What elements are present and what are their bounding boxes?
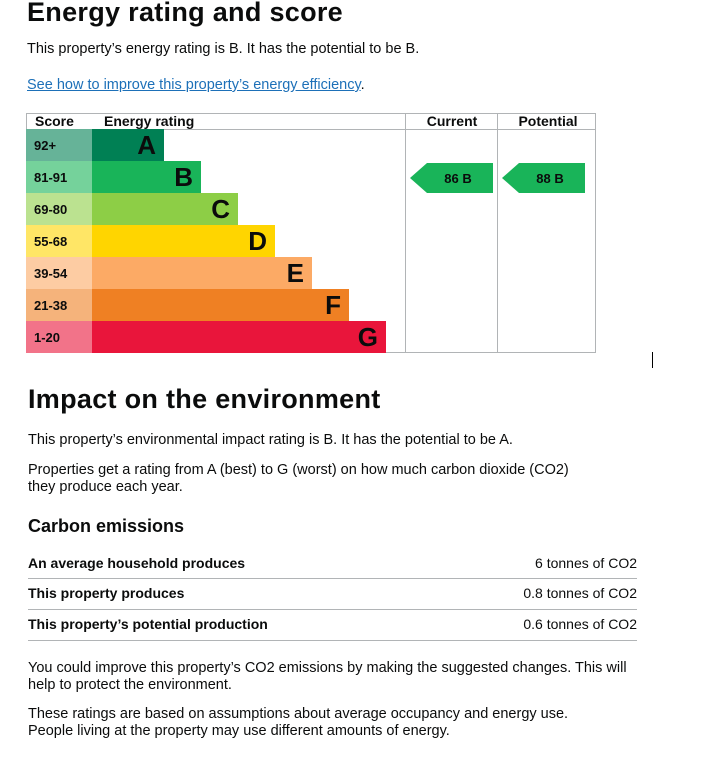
- score-label-d: 55-68: [34, 234, 68, 249]
- energy-rating-graph: [26, 113, 596, 353]
- band-bar-g: [92, 321, 386, 353]
- score-label-a: 92+: [34, 138, 57, 153]
- band-letter-c: C: [211, 194, 230, 224]
- band-letter-g: G: [357, 322, 378, 352]
- potential-production-value: 0.6 tonnes of CO2: [523, 616, 637, 632]
- environment-title: Impact on the environment: [28, 384, 381, 414]
- text-cursor: [652, 352, 653, 368]
- average-household-value: 6 tonnes of CO2: [535, 555, 637, 571]
- carbon-emissions-title: Carbon emissions: [28, 516, 185, 536]
- band-letter-b: B: [174, 162, 193, 192]
- property-produces-value: 0.8 tonnes of CO2: [523, 585, 637, 601]
- table-divider: [28, 640, 637, 641]
- assumptions-text: These ratings are based on assumptions about average occupancy and energy use. People living at the property may use different amounts of energy.: [28, 706, 569, 739]
- energy-rating-summary: This property’s energy rating is B. It has the potential to be B.: [27, 41, 420, 57]
- improve-efficiency-link[interactable]: See how to improve this property’s energy efficiency: [27, 77, 361, 93]
- score-label-b: 81-91: [34, 170, 68, 185]
- header-score: Score: [35, 113, 74, 129]
- score-label-c: 69-80: [34, 202, 68, 217]
- band-letter-f: F: [325, 290, 341, 320]
- band-bar-f: [92, 289, 349, 321]
- rating-bands: [26, 129, 386, 353]
- score-label-e: 39-54: [34, 266, 68, 281]
- table-divider: [28, 578, 637, 579]
- current-rating-label: 86 B: [444, 171, 472, 186]
- score-label-f: 21-38: [34, 298, 68, 313]
- environment-summary: This property’s environmental impact rating is B. It has the potential to be A.: [28, 432, 513, 448]
- improve-link-suffix: .: [360, 77, 365, 93]
- potential-production-label: This property’s potential production: [28, 616, 268, 632]
- environment-explanation: Properties get a rating from A (best) to G (worst) on how much carbon dioxide (CO2) they produce each year.: [28, 462, 569, 495]
- potential-rating-label: 88 B: [536, 171, 564, 186]
- band-letter-e: E: [286, 258, 304, 288]
- band-bar-e: [92, 257, 312, 289]
- improve-emissions-text: You could improve this property’s CO2 emissions by making the suggested changes. This will help to protect the environment.: [28, 660, 627, 693]
- header-potential: Potential: [518, 113, 578, 129]
- header-current: Current: [426, 113, 478, 129]
- energy-rating-title: Energy rating and score: [27, 0, 343, 27]
- band-letter-d: D: [248, 226, 267, 256]
- band-letter-a: A: [137, 130, 156, 160]
- improve-link-wrapper: [27, 77, 365, 93]
- table-divider: [28, 609, 637, 610]
- header-energy-rating: Energy rating: [104, 113, 195, 129]
- score-label-g: 1-20: [34, 330, 61, 345]
- property-produces-label: This property produces: [28, 585, 185, 601]
- average-household-label: An average household produces: [28, 555, 246, 571]
